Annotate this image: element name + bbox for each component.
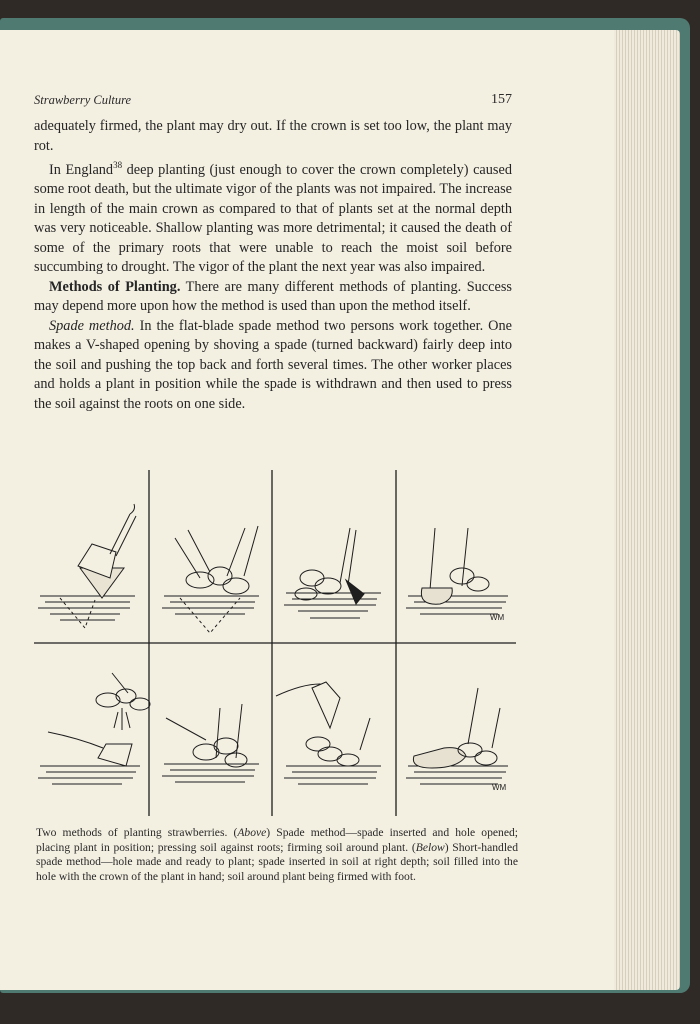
running-head: [34, 93, 512, 111]
page-edges: [614, 30, 680, 990]
caption-label: Above: [237, 826, 267, 839]
panel-hole-made: [38, 673, 150, 784]
panel-firming-soil: [406, 528, 508, 622]
paragraph-text: deep planting (just enough to cover the crown completely) caused some root death, but the ultimate vigor of the plants was not impaired. The increase in length of the main crown as compared to that of plants set at the normal depth was very noticeable. Shallow planting was more detrimental; it caused the death of some of the primary roots that were unable to reach the moist soil before succumbing to drought. The vigor of the plant the next year was also impaired.: [34, 161, 512, 276]
artist-initials: WM: [490, 613, 505, 622]
running-title: Strawberry Culture: [34, 93, 132, 107]
paragraph-text: There are many different methods of planting. Success may depend more upon how the method is used than upon the method itself.: [34, 278, 512, 315]
caption-text: Two methods of planting strawberries. (: [36, 826, 238, 839]
paragraph-methods: [34, 278, 512, 317]
panel-soil-filled: [276, 682, 381, 784]
paragraph-text: In the flat-blade spade method two persons work together. One makes a V-shaped opening by shoving a spade (turned backward) fairly deep into the soil and pushing the top back and forth several times. The other worker places and holds a plant in position while the spade is withdrawn and then used to press the soil against the roots on one side.: [34, 317, 512, 412]
panel-placing-plant: [162, 526, 259, 633]
panel-spade-inserted: [38, 504, 136, 628]
panel-spade-at-depth: [162, 704, 259, 782]
caption-text: ) Spade method—spade inserted and hole opened; placing plant in position; pressing soil against roots; firming soil around plant. (: [36, 826, 518, 854]
paragraph-text: In England: [49, 161, 114, 178]
body-text: [34, 117, 512, 414]
subsection-heading: Spade method.: [49, 317, 135, 334]
panel-firming-with-foot: [406, 688, 508, 792]
caption-text: ) Short-handled spade method—hole made and ready to plant; spade inserted in soil at right depth; soil filled into the hole with the crown of the plant in hand; soil around plant being firmed with foot.: [36, 840, 518, 883]
page-number: 157: [491, 92, 512, 107]
planting-figure: [30, 468, 520, 818]
paragraph-continuation: [34, 117, 512, 156]
footnote-reference: 38: [113, 160, 123, 170]
artist-initials: WM: [492, 783, 507, 792]
caption-label: Below: [415, 840, 445, 854]
paragraph-england: [34, 156, 512, 278]
planting-illustration: [30, 468, 520, 818]
panel-pressing-soil: [284, 528, 381, 618]
figure-caption: [36, 826, 518, 884]
section-heading: Methods of Planting.: [49, 278, 181, 295]
paragraph-spade-method: [34, 317, 512, 415]
paragraph-text: adequately firmed, the plant may dry out. If the crown is set too low, the plant may rot.: [34, 118, 512, 154]
